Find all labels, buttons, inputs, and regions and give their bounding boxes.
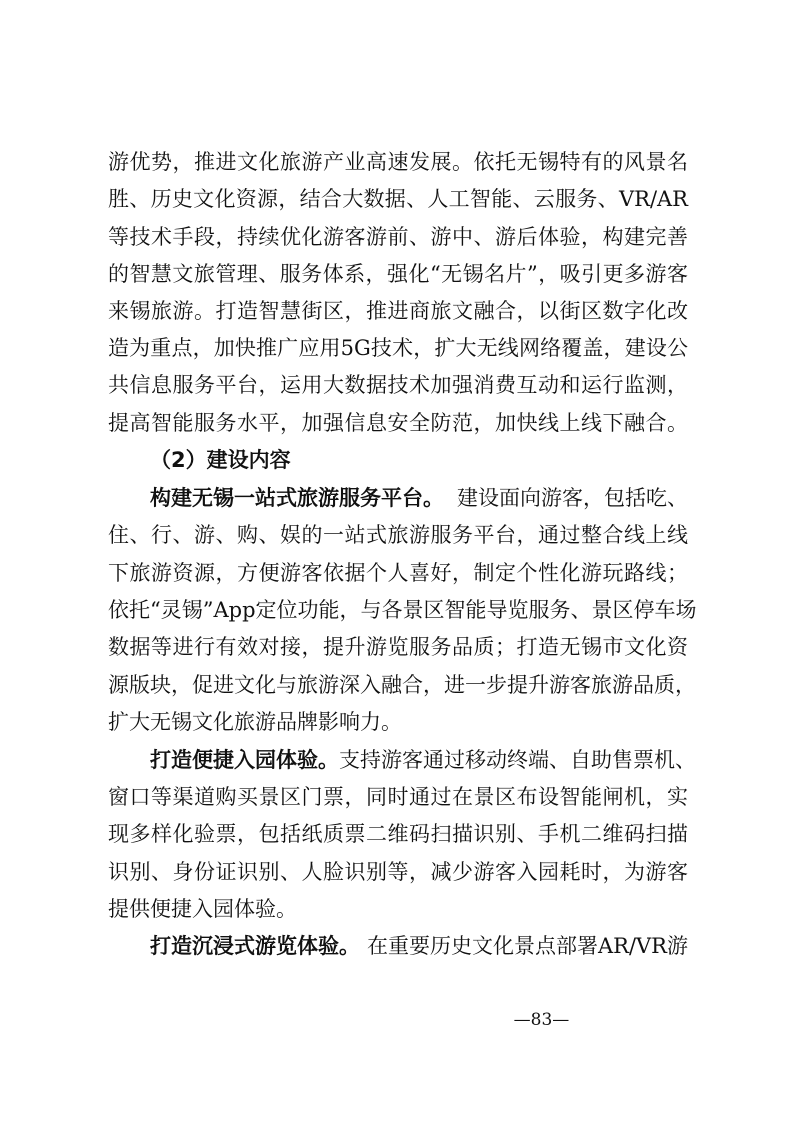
paragraph-first-line [150,932,688,960]
paragraph-line: 提供便捷入园体验。 [108,897,297,921]
page-number [0,1008,793,1032]
paragraph-line: 住、行、游、购、娱的一站式旅游服务平台，通过整合线上线 [108,523,688,547]
paragraph-text: 在重要历史文化景点部署AR/VR游 [366,934,688,958]
paragraph-line: 等技术手段，持续优化游客游前、游中、游后体验，构建完善 [108,225,688,249]
paragraph-line: 的智慧文旅管理、服务体系，强化“无锡名片”，吸引更多游客 [108,262,688,286]
paragraph-line: 源版块，促进文化与旅游深入融合，进一步提升游客旅游品质， [108,673,696,697]
paragraph-first-line [150,484,688,512]
paragraph-line: 造为重点，加快推广应用5G技术，扩大无线网络覆盖，建设公 [108,336,688,360]
paragraph-lead: 打造沉浸式游览体验。 [150,934,360,958]
paragraph-line: 胜、历史文化资源，结合大数据、人工智能、云服务、VR/AR [108,187,688,211]
paragraph-lead: 构建无锡一站式旅游服务平台。 [150,486,444,510]
paragraph-first-line [150,746,696,774]
paragraph-line: 窗口等渠道购买景区门票，同时通过在景区布设智能闸机，实 [108,785,688,809]
page-number-text: —83— [513,1010,570,1030]
paragraph-line: 提高智能服务水平，加强信息安全防范，加快线上线下融合。 [108,411,688,435]
paragraph-line: 来锡旅游。打造智慧街区，推进商旅文融合，以街区数字化改 [108,299,688,323]
paragraph-line: 游优势，推进文化旅游产业高速发展。依托无锡特有的风景名 [108,150,688,174]
paragraph-lead: 打造便捷入园体验。 [150,748,339,772]
paragraph-line: 识别、身份证识别、人脸识别等，减少游客入园耗时，为游客 [108,860,688,884]
paragraph-text: 支持游客通过移动终端、自助售票机、 [339,748,696,772]
paragraph-line: 数据等进行有效对接，提升游览服务品质；打造无锡市文化资 [108,635,688,659]
paragraph-line: 下旅游资源，方便游客依据个人喜好，制定个性化游玩路线； [108,561,688,585]
paragraph-text: 建设面向游客，包括吃、 [457,486,688,510]
section-heading: （2）建设内容 [150,448,291,472]
paragraph-line: 扩大无锡文化旅游品牌影响力。 [108,710,402,734]
paragraph-line: 共信息服务平台，运用大数据技术加强消费互动和运行监测， [108,373,688,397]
paragraph-line: 依托“灵锡”App定位功能，与各景区智能导览服务、景区停车场 [108,598,697,622]
paragraph-line: 现多样化验票，包括纸质票二维码扫描识别、手机二维码扫描 [108,822,688,846]
